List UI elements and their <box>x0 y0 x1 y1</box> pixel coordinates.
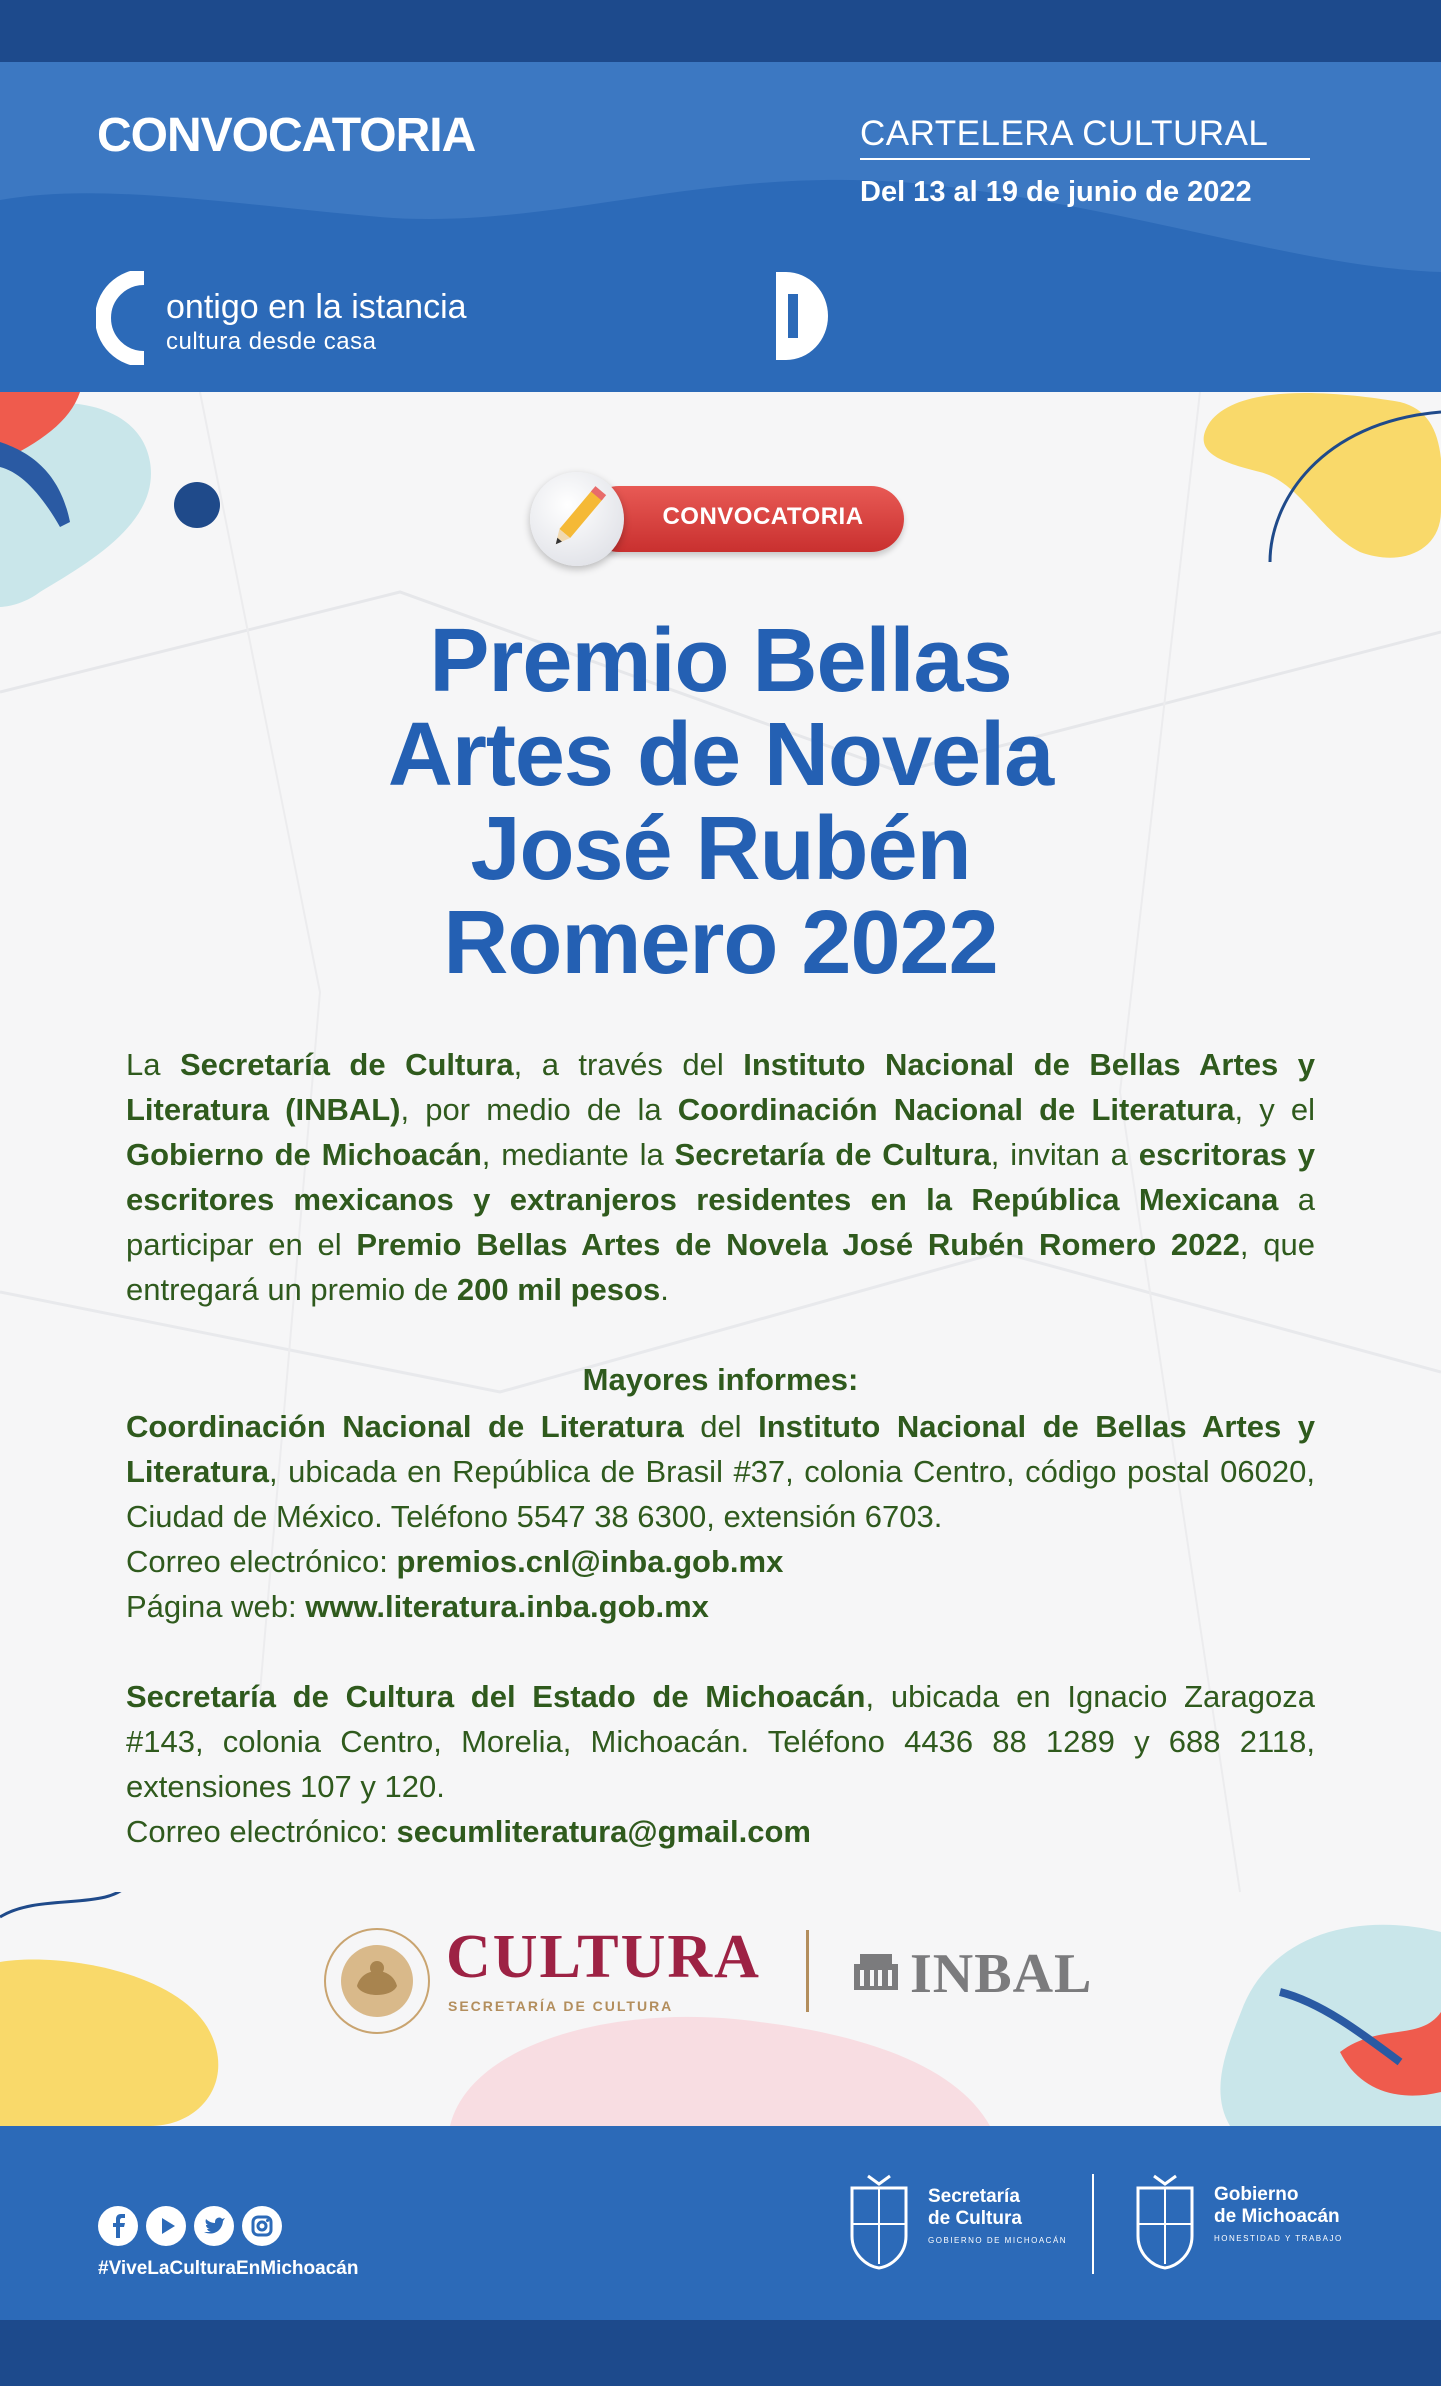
paragraph1-run: Secretaría de Cultura <box>179 1047 514 1082</box>
gobierno-line1: Gobierno <box>1214 2184 1299 2205</box>
mayores-informes-heading: Mayores informes: <box>582 1362 859 1397</box>
secretaria-sub: GOBIERNO DE MICHOACÁN <box>928 2236 1068 2245</box>
paragraph1-run: Coordinación Nacional de Literatura <box>677 1092 1235 1127</box>
title-line-2: Artes de Novela <box>387 705 1054 805</box>
paragraph2-run: , ubicada en República de Brasil #37, colonia Centro, código postal 06020, Ciudad de México. Teléfono 5547 38 6300, extensión 6703. <box>126 1454 1315 1534</box>
bottom-strip <box>0 2320 1441 2386</box>
paragraph1-run: La <box>126 1047 180 1082</box>
secretaria-line1: Secretaría <box>928 2186 1020 2207</box>
secum-email-line <box>126 1809 1315 1854</box>
facebook-icon[interactable] <box>98 2206 138 2246</box>
michoacan-shield-icon <box>1134 2174 1196 2270</box>
paragraph1-run: Gobierno de Michoacán <box>126 1137 482 1172</box>
email-label: Correo electrónico: <box>126 1544 397 1579</box>
youtube-icon[interactable] <box>146 2206 186 2246</box>
cnl-web-link[interactable]: www.literatura.inba.gob.mx <box>305 1589 709 1624</box>
pencil-badge-circle <box>530 472 624 566</box>
michoacan-shield-icon <box>848 2174 910 2270</box>
cnl-web-line <box>126 1584 1315 1629</box>
paper-area <box>0 392 1441 2126</box>
paragraph2-run: del <box>683 1409 759 1444</box>
paragraph1-run: a participar en el <box>126 1182 1315 1262</box>
badge-pill <box>586 486 904 552</box>
paragraph1-run: . <box>660 1272 669 1307</box>
paragraph1-run: , y el <box>1234 1092 1316 1127</box>
secretaria-de-cultura-label: SECRETARÍA DE CULTURA <box>448 1998 674 2014</box>
gobierno-line2: de Michoacán <box>1214 2206 1340 2227</box>
mexico-seal-icon <box>322 1926 432 2036</box>
social-links <box>98 2206 282 2246</box>
paragraph1-run: , que entregará un premio de <box>126 1227 1315 1307</box>
paragraph1-run: escritoras y escritores mexicanos y extranjeros residentes en la República Mexicana <box>126 1137 1315 1217</box>
email-label: Correo electrónico: <box>126 1814 397 1849</box>
paragraph1-run: , por medio de la <box>400 1092 678 1127</box>
header-convocatoria: CONVOCATORIA <box>97 109 476 162</box>
paragraph1-run: , a través del <box>513 1047 744 1082</box>
paragraph1-run: , invitan a <box>990 1137 1139 1172</box>
secum-address <box>126 1674 1315 1809</box>
contact-block-cnl <box>126 1404 1315 1629</box>
footer-divider <box>1092 2174 1094 2274</box>
title-line-4: Romero 2022 <box>443 893 998 993</box>
title-line-3: José Rubén <box>470 799 971 899</box>
contigo-d-logo <box>772 268 832 364</box>
paragraph1-run: Secretaría de Cultura <box>674 1137 991 1172</box>
secretaria-line2: de Cultura <box>928 2208 1022 2229</box>
blob-decoration-top-right <box>1200 392 1441 572</box>
pencil-icon <box>530 472 624 566</box>
logo-divider <box>806 1930 809 2012</box>
cnl-email-line <box>126 1539 1315 1584</box>
intro-paragraph <box>126 1042 1315 1312</box>
web-label: Página web: <box>126 1589 306 1624</box>
paragraph2-run: Coordinación Nacional de Literatura <box>126 1409 684 1444</box>
instagram-icon[interactable] <box>242 2206 282 2246</box>
paragraph1-run: 200 mil pesos <box>456 1272 661 1307</box>
brand-line2: cultura desde casa <box>166 328 377 355</box>
page-title <box>0 611 1441 993</box>
header <box>0 62 1441 392</box>
dot-decoration <box>172 480 222 530</box>
footer <box>0 2126 1441 2320</box>
brand-line1: ontigo en la istancia <box>166 288 467 326</box>
gobierno-sub: HONESTIDAD Y TRABAJO <box>1214 2234 1343 2243</box>
paragraph3-run: , ubicada en Ignacio Zaragoza #143, colonia Centro, Morelia, Michoacán. Teléfono 4436 88 1289 y 688 2118, extensiones 107 y 120. <box>126 1679 1316 1804</box>
inbal-wordmark: INBAL <box>910 1943 1093 2005</box>
paragraph1-run: Premio Bellas Artes de Novela José Rubén Romero 2022 <box>356 1227 1240 1262</box>
paragraph1-run: , mediante la <box>481 1137 675 1172</box>
contact-block-secum <box>126 1674 1315 1854</box>
hashtag: #ViveLaCulturaEnMichoacán <box>98 2258 359 2279</box>
date-range: Del 13 al 19 de junio de 2022 <box>860 176 1252 208</box>
top-strip <box>0 0 1441 62</box>
institutional-logos <box>0 1912 1441 2032</box>
paragraph3-run: Secretaría de Cultura del Estado de Michoacán <box>126 1679 866 1714</box>
twitter-icon[interactable] <box>194 2206 234 2246</box>
paragraph1-run: Instituto Nacional de Bellas Artes y Literatura (INBAL) <box>126 1047 1315 1127</box>
cnl-email-link[interactable]: premios.cnl@inba.gob.mx <box>396 1544 784 1579</box>
contigo-c-logo <box>96 271 152 365</box>
badge-label: CONVOCATORIA <box>662 503 864 530</box>
title-line-1: Premio Bellas <box>429 611 1012 711</box>
cultura-wordmark: CULTURA <box>446 1923 761 1991</box>
secum-email-link[interactable]: secumliteratura@gmail.com <box>396 1814 811 1849</box>
blob-decoration-top-left <box>0 392 160 622</box>
inbal-palace-icon <box>852 1950 900 1992</box>
cnl-address <box>126 1404 1315 1539</box>
paragraph2-run: Instituto Nacional de Bellas Artes y Literatura <box>126 1409 1315 1489</box>
cartelera-cultural: CARTELERA CULTURAL <box>860 114 1310 160</box>
